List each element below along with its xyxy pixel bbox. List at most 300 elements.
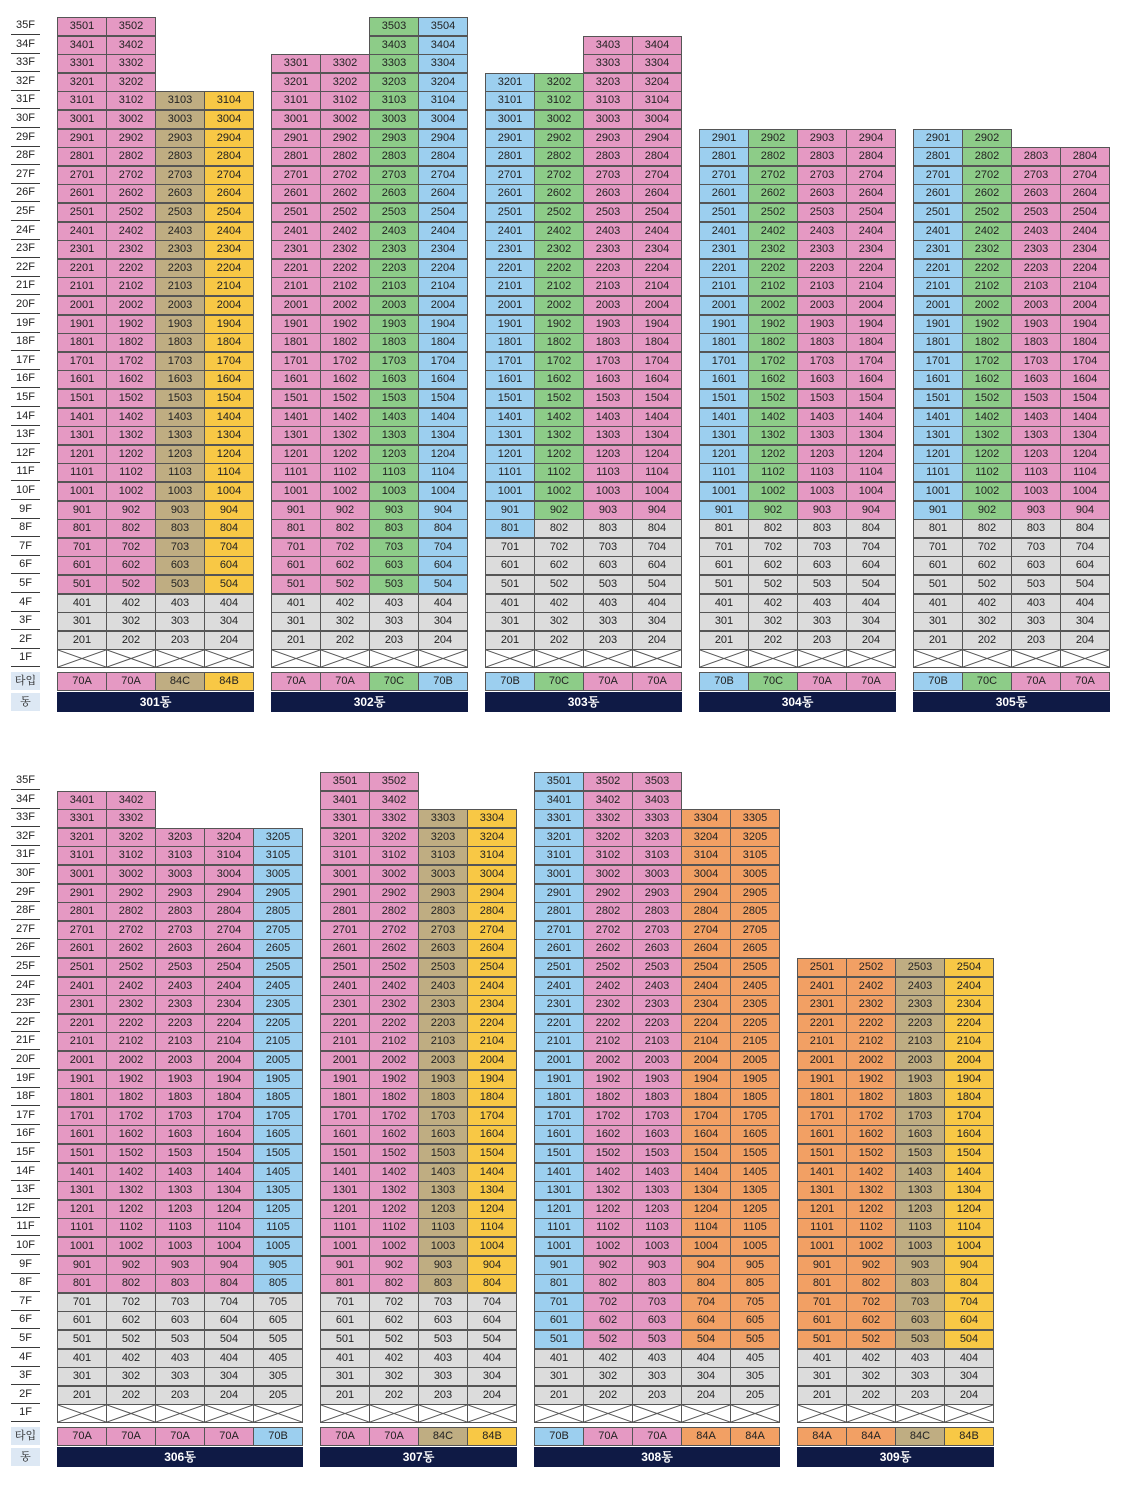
unit-cell: 901 bbox=[699, 501, 749, 520]
unit-cell: 1003 bbox=[369, 482, 419, 501]
dong-row-label: 동 bbox=[11, 693, 40, 711]
unit-cell: 2504 bbox=[467, 958, 517, 977]
unit-cell: 1001 bbox=[271, 482, 321, 501]
unit-cell: 2002 bbox=[369, 1051, 419, 1070]
pilotis-cell bbox=[204, 649, 254, 668]
unit-cell: 203 bbox=[1011, 631, 1061, 650]
unit-cell: 1705 bbox=[730, 1107, 780, 1126]
unit-type-cell: 70A bbox=[632, 1427, 682, 1446]
unit-cell: 1404 bbox=[204, 1163, 254, 1182]
pilotis-cell bbox=[699, 649, 749, 668]
unit-cell: 2301 bbox=[534, 995, 584, 1014]
unit-cell: 904 bbox=[467, 1256, 517, 1275]
unit-cell: 904 bbox=[846, 501, 896, 520]
unit-cell: 903 bbox=[895, 1256, 945, 1275]
unit-cell: 804 bbox=[418, 519, 468, 538]
unit-cell: 2104 bbox=[632, 277, 682, 296]
unit-cell: 2004 bbox=[204, 1051, 254, 1070]
unit-cell: 1104 bbox=[418, 463, 468, 482]
unit-cell: 405 bbox=[730, 1349, 780, 1368]
unit-cell: 2805 bbox=[730, 902, 780, 921]
unit-cell: 903 bbox=[418, 1256, 468, 1275]
unit-cell: 1004 bbox=[846, 482, 896, 501]
unit-cell: 702 bbox=[106, 1293, 156, 1312]
unit-cell: 701 bbox=[797, 1293, 847, 1312]
floor-label: 29F bbox=[11, 884, 40, 902]
unit-cell: 1303 bbox=[583, 426, 633, 445]
unit-cell: 201 bbox=[57, 631, 107, 650]
unit-cell: 3201 bbox=[534, 828, 584, 847]
unit-cell: 1704 bbox=[204, 1107, 254, 1126]
unit-cell: 202 bbox=[962, 631, 1012, 650]
unit-cell: 801 bbox=[797, 1274, 847, 1293]
unit-cell: 403 bbox=[895, 1349, 945, 1368]
unit-cell: 2703 bbox=[155, 921, 205, 940]
unit-cell: 1804 bbox=[846, 333, 896, 352]
unit-cell: 3003 bbox=[369, 110, 419, 129]
unit-cell: 3004 bbox=[418, 110, 468, 129]
unit-cell: 801 bbox=[57, 519, 107, 538]
unit-cell: 3103 bbox=[155, 846, 205, 865]
unit-cell: 1602 bbox=[369, 1125, 419, 1144]
unit-cell: 2303 bbox=[632, 995, 682, 1014]
unit-cell: 1301 bbox=[699, 426, 749, 445]
cross-icon bbox=[896, 1405, 944, 1422]
unit-cell: 1804 bbox=[1060, 333, 1110, 352]
unit-cell: 1403 bbox=[155, 408, 205, 427]
unit-cell: 902 bbox=[962, 501, 1012, 520]
unit-cell: 2902 bbox=[748, 129, 798, 148]
unit-cell: 2403 bbox=[797, 222, 847, 241]
unit-cell: 604 bbox=[418, 556, 468, 575]
unit-cell: 1803 bbox=[583, 333, 633, 352]
pilotis-cell bbox=[57, 649, 107, 668]
unit-cell: 2602 bbox=[583, 939, 633, 958]
unit-cell: 1902 bbox=[106, 315, 156, 334]
unit-cell: 701 bbox=[271, 538, 321, 557]
unit-cell: 3202 bbox=[583, 828, 633, 847]
floor-label: 11F bbox=[11, 463, 40, 481]
unit-cell: 803 bbox=[583, 519, 633, 538]
unit-cell: 3403 bbox=[632, 791, 682, 810]
unit-cell: 1903 bbox=[418, 1070, 468, 1089]
unit-cell: 1504 bbox=[944, 1144, 994, 1163]
unit-cell: 1501 bbox=[271, 389, 321, 408]
unit-cell: 2802 bbox=[748, 147, 798, 166]
floor-label: 27F bbox=[11, 921, 40, 939]
unit-cell: 1304 bbox=[1060, 426, 1110, 445]
unit-cell: 1402 bbox=[583, 1163, 633, 1182]
unit-cell: 1303 bbox=[418, 1181, 468, 1200]
unit-cell: 1603 bbox=[797, 370, 847, 389]
unit-cell: 1802 bbox=[369, 1088, 419, 1107]
unit-cell: 2703 bbox=[797, 166, 847, 185]
unit-cell: 1301 bbox=[797, 1181, 847, 1200]
unit-cell: 1803 bbox=[155, 333, 205, 352]
unit-cell: 301 bbox=[320, 1367, 370, 1386]
unit-cell: 3203 bbox=[155, 828, 205, 847]
unit-cell: 1204 bbox=[1060, 445, 1110, 464]
unit-cell: 1103 bbox=[632, 1218, 682, 1237]
unit-cell: 1801 bbox=[57, 1088, 107, 1107]
unit-cell: 301 bbox=[57, 1367, 107, 1386]
unit-cell: 704 bbox=[632, 538, 682, 557]
unit-cell: 1804 bbox=[681, 1088, 731, 1107]
unit-cell: 2402 bbox=[320, 222, 370, 241]
floor-label: 1F bbox=[11, 649, 40, 667]
unit-cell: 1103 bbox=[155, 463, 205, 482]
unit-cell: 2202 bbox=[583, 1014, 633, 1033]
unit-cell: 301 bbox=[271, 612, 321, 631]
unit-cell: 3004 bbox=[632, 110, 682, 129]
unit-cell: 2404 bbox=[632, 222, 682, 241]
unit-cell: 2302 bbox=[369, 995, 419, 1014]
unit-cell: 1601 bbox=[271, 370, 321, 389]
unit-cell: 1302 bbox=[106, 1181, 156, 1200]
pilotis-cell bbox=[895, 1404, 945, 1423]
unit-cell: 2802 bbox=[320, 147, 370, 166]
unit-cell: 204 bbox=[846, 631, 896, 650]
unit-cell: 1203 bbox=[895, 1200, 945, 1219]
unit-cell: 1401 bbox=[699, 408, 749, 427]
unit-cell: 2201 bbox=[271, 259, 321, 278]
unit-cell: 2802 bbox=[106, 147, 156, 166]
unit-cell: 2404 bbox=[418, 222, 468, 241]
unit-cell: 2104 bbox=[204, 1032, 254, 1051]
cross-icon bbox=[468, 1405, 516, 1422]
unit-cell: 2101 bbox=[699, 277, 749, 296]
unit-cell: 2203 bbox=[418, 1014, 468, 1033]
unit-cell: 404 bbox=[204, 594, 254, 613]
unit-cell: 2503 bbox=[155, 958, 205, 977]
unit-cell: 1604 bbox=[681, 1125, 731, 1144]
unit-cell: 2801 bbox=[57, 147, 107, 166]
unit-cell: 1003 bbox=[797, 482, 847, 501]
unit-cell: 1102 bbox=[583, 1218, 633, 1237]
unit-cell: 901 bbox=[797, 1256, 847, 1275]
building-name-bar: 302동 bbox=[271, 692, 468, 712]
cross-icon bbox=[107, 1405, 155, 1422]
floor-label: 22F bbox=[11, 1014, 40, 1032]
unit-cell: 2402 bbox=[748, 222, 798, 241]
unit-cell: 2202 bbox=[962, 259, 1012, 278]
unit-cell: 1304 bbox=[681, 1181, 731, 1200]
unit-cell: 2102 bbox=[320, 277, 370, 296]
unit-cell: 303 bbox=[797, 612, 847, 631]
pilotis-cell bbox=[583, 649, 633, 668]
unit-cell: 1505 bbox=[253, 1144, 303, 1163]
unit-cell: 2701 bbox=[57, 921, 107, 940]
unit-cell: 1402 bbox=[320, 408, 370, 427]
unit-cell: 2503 bbox=[632, 958, 682, 977]
unit-cell: 2203 bbox=[155, 259, 205, 278]
unit-cell: 303 bbox=[155, 612, 205, 631]
unit-cell: 504 bbox=[632, 575, 682, 594]
unit-cell: 1504 bbox=[204, 389, 254, 408]
unit-cell: 2405 bbox=[730, 977, 780, 996]
pilotis-cell bbox=[913, 649, 963, 668]
unit-cell: 1604 bbox=[846, 370, 896, 389]
unit-cell: 3103 bbox=[632, 846, 682, 865]
unit-cell: 3104 bbox=[632, 91, 682, 110]
unit-cell: 1402 bbox=[846, 1163, 896, 1182]
unit-cell: 201 bbox=[320, 1386, 370, 1405]
unit-cell: 2001 bbox=[797, 1051, 847, 1070]
unit-cell: 1504 bbox=[467, 1144, 517, 1163]
unit-cell: 2604 bbox=[467, 939, 517, 958]
floor-label: 25F bbox=[11, 203, 40, 221]
unit-cell: 3003 bbox=[632, 865, 682, 884]
cross-icon bbox=[798, 650, 846, 667]
unit-cell: 901 bbox=[320, 1256, 370, 1275]
unit-cell: 2704 bbox=[846, 166, 896, 185]
unit-cell: 601 bbox=[797, 1311, 847, 1330]
unit-cell: 2001 bbox=[320, 1051, 370, 1070]
unit-cell: 803 bbox=[895, 1274, 945, 1293]
unit-cell: 2703 bbox=[155, 166, 205, 185]
unit-cell: 2802 bbox=[583, 902, 633, 921]
floor-label: 4F bbox=[11, 594, 40, 612]
unit-cell: 1602 bbox=[583, 1125, 633, 1144]
unit-cell: 1802 bbox=[106, 333, 156, 352]
unit-cell: 2702 bbox=[369, 921, 419, 940]
unit-cell: 1904 bbox=[1060, 315, 1110, 334]
unit-cell: 302 bbox=[534, 612, 584, 631]
unit-cell: 2003 bbox=[1011, 296, 1061, 315]
unit-cell: 2801 bbox=[57, 902, 107, 921]
unit-cell: 3204 bbox=[681, 828, 731, 847]
unit-type-cell: 70C bbox=[534, 672, 584, 691]
unit-cell: 1905 bbox=[730, 1070, 780, 1089]
unit-type-cell: 84A bbox=[797, 1427, 847, 1446]
cross-icon bbox=[914, 650, 962, 667]
unit-cell: 2704 bbox=[632, 166, 682, 185]
unit-cell: 2902 bbox=[106, 129, 156, 148]
unit-cell: 1501 bbox=[57, 1144, 107, 1163]
unit-cell: 1203 bbox=[418, 1200, 468, 1219]
unit-cell: 3402 bbox=[369, 791, 419, 810]
unit-cell: 2602 bbox=[534, 184, 584, 203]
unit-cell: 2803 bbox=[155, 902, 205, 921]
unit-cell: 2303 bbox=[155, 995, 205, 1014]
unit-cell: 703 bbox=[1011, 538, 1061, 557]
unit-cell: 1601 bbox=[57, 1125, 107, 1144]
unit-cell: 2904 bbox=[467, 884, 517, 903]
unit-cell: 2601 bbox=[320, 939, 370, 958]
unit-cell: 2803 bbox=[369, 147, 419, 166]
unit-cell: 2705 bbox=[730, 921, 780, 940]
unit-cell: 2401 bbox=[797, 977, 847, 996]
unit-cell: 1402 bbox=[369, 1163, 419, 1182]
cross-icon bbox=[847, 650, 895, 667]
unit-cell: 204 bbox=[944, 1386, 994, 1405]
unit-cell: 2701 bbox=[57, 166, 107, 185]
unit-cell: 1204 bbox=[846, 445, 896, 464]
unit-cell: 703 bbox=[369, 538, 419, 557]
unit-cell: 2105 bbox=[730, 1032, 780, 1051]
unit-cell: 2501 bbox=[320, 958, 370, 977]
unit-cell: 3101 bbox=[271, 91, 321, 110]
unit-cell: 1203 bbox=[797, 445, 847, 464]
unit-cell: 1302 bbox=[106, 426, 156, 445]
unit-cell: 804 bbox=[681, 1274, 731, 1293]
unit-cell: 2902 bbox=[369, 884, 419, 903]
floor-label: 11F bbox=[11, 1218, 40, 1236]
unit-cell: 2204 bbox=[204, 259, 254, 278]
unit-cell: 2003 bbox=[632, 1051, 682, 1070]
unit-cell: 2102 bbox=[962, 277, 1012, 296]
unit-cell: 2303 bbox=[895, 995, 945, 1014]
unit-cell: 603 bbox=[632, 1311, 682, 1330]
unit-cell: 2302 bbox=[106, 240, 156, 259]
unit-cell: 1701 bbox=[534, 1107, 584, 1126]
unit-cell: 2602 bbox=[748, 184, 798, 203]
unit-cell: 1501 bbox=[485, 389, 535, 408]
unit-cell: 2004 bbox=[944, 1051, 994, 1070]
unit-cell: 1505 bbox=[730, 1144, 780, 1163]
unit-cell: 2001 bbox=[271, 296, 321, 315]
unit-cell: 1002 bbox=[106, 482, 156, 501]
unit-cell: 2203 bbox=[797, 259, 847, 278]
unit-cell: 1804 bbox=[467, 1088, 517, 1107]
unit-cell: 1202 bbox=[846, 1200, 896, 1219]
unit-cell: 903 bbox=[155, 1256, 205, 1275]
unit-cell: 3302 bbox=[320, 54, 370, 73]
unit-cell: 1004 bbox=[681, 1237, 731, 1256]
unit-cell: 2901 bbox=[699, 129, 749, 148]
unit-cell: 1802 bbox=[748, 333, 798, 352]
unit-cell: 304 bbox=[1060, 612, 1110, 631]
unit-cell: 1004 bbox=[418, 482, 468, 501]
unit-cell: 902 bbox=[369, 1256, 419, 1275]
cross-icon bbox=[633, 1405, 681, 1422]
unit-cell: 703 bbox=[155, 1293, 205, 1312]
unit-cell: 1601 bbox=[320, 1125, 370, 1144]
unit-cell: 603 bbox=[1011, 556, 1061, 575]
unit-cell: 501 bbox=[699, 575, 749, 594]
unit-cell: 2005 bbox=[253, 1051, 303, 1070]
unit-cell: 1501 bbox=[913, 389, 963, 408]
unit-cell: 502 bbox=[962, 575, 1012, 594]
unit-cell: 703 bbox=[583, 538, 633, 557]
cross-icon bbox=[945, 1405, 993, 1422]
unit-cell: 2403 bbox=[632, 977, 682, 996]
unit-cell: 804 bbox=[1060, 519, 1110, 538]
unit-cell: 3302 bbox=[106, 809, 156, 828]
unit-cell: 604 bbox=[1060, 556, 1110, 575]
unit-type-cell: 70A bbox=[846, 672, 896, 691]
unit-cell: 3104 bbox=[467, 846, 517, 865]
unit-cell: 402 bbox=[369, 1349, 419, 1368]
unit-cell: 2801 bbox=[699, 147, 749, 166]
unit-cell: 502 bbox=[534, 575, 584, 594]
unit-cell: 404 bbox=[944, 1349, 994, 1368]
unit-cell: 2102 bbox=[846, 1032, 896, 1051]
cross-icon bbox=[1012, 650, 1060, 667]
unit-cell: 1401 bbox=[271, 408, 321, 427]
unit-cell: 1405 bbox=[253, 1163, 303, 1182]
unit-cell: 1003 bbox=[632, 1237, 682, 1256]
unit-cell: 3501 bbox=[57, 17, 107, 36]
floor-label: 13F bbox=[11, 426, 40, 444]
unit-cell: 2402 bbox=[534, 222, 584, 241]
unit-cell: 2303 bbox=[1011, 240, 1061, 259]
unit-cell: 203 bbox=[632, 1386, 682, 1405]
unit-cell: 404 bbox=[418, 594, 468, 613]
unit-cell: 1901 bbox=[57, 1070, 107, 1089]
dong-row-label: 동 bbox=[11, 1448, 40, 1466]
unit-cell: 1201 bbox=[699, 445, 749, 464]
floor-label: 26F bbox=[11, 939, 40, 957]
unit-cell: 2902 bbox=[583, 884, 633, 903]
unit-cell: 3502 bbox=[583, 772, 633, 791]
unit-cell: 501 bbox=[797, 1330, 847, 1349]
unit-cell: 603 bbox=[895, 1311, 945, 1330]
unit-cell: 2804 bbox=[1060, 147, 1110, 166]
floor-label: 30F bbox=[11, 110, 40, 128]
floor-label: 17F bbox=[11, 1107, 40, 1125]
pilotis-cell bbox=[253, 1404, 303, 1423]
unit-cell: 2904 bbox=[204, 129, 254, 148]
unit-cell: 2204 bbox=[632, 259, 682, 278]
unit-type-cell: 70B bbox=[913, 672, 963, 691]
unit-cell: 2303 bbox=[583, 240, 633, 259]
unit-cell: 1002 bbox=[369, 1237, 419, 1256]
unit-cell: 2502 bbox=[846, 958, 896, 977]
unit-cell: 1703 bbox=[583, 352, 633, 371]
unit-cell: 1905 bbox=[253, 1070, 303, 1089]
unit-cell: 801 bbox=[913, 519, 963, 538]
unit-cell: 2505 bbox=[730, 958, 780, 977]
unit-cell: 605 bbox=[730, 1311, 780, 1330]
unit-cell: 805 bbox=[730, 1274, 780, 1293]
unit-cell: 1502 bbox=[534, 389, 584, 408]
unit-cell: 1802 bbox=[962, 333, 1012, 352]
unit-cell: 2203 bbox=[155, 1014, 205, 1033]
unit-cell: 1702 bbox=[106, 1107, 156, 1126]
unit-cell: 2202 bbox=[369, 1014, 419, 1033]
unit-cell: 1603 bbox=[155, 1125, 205, 1144]
unit-cell: 3002 bbox=[583, 865, 633, 884]
unit-cell: 503 bbox=[369, 575, 419, 594]
unit-cell: 2203 bbox=[632, 1014, 682, 1033]
unit-cell: 3102 bbox=[106, 91, 156, 110]
unit-cell: 1904 bbox=[204, 1070, 254, 1089]
unit-cell: 1805 bbox=[253, 1088, 303, 1107]
pilotis-cell bbox=[944, 1404, 994, 1423]
unit-cell: 2201 bbox=[57, 1014, 107, 1033]
unit-type-cell: 70A bbox=[1011, 672, 1061, 691]
unit-cell: 1503 bbox=[369, 389, 419, 408]
unit-cell: 2104 bbox=[418, 277, 468, 296]
cross-icon bbox=[321, 1405, 369, 1422]
unit-cell: 1002 bbox=[846, 1237, 896, 1256]
unit-cell: 2202 bbox=[106, 259, 156, 278]
unit-cell: 1701 bbox=[57, 1107, 107, 1126]
unit-cell: 302 bbox=[369, 1367, 419, 1386]
unit-cell: 1101 bbox=[271, 463, 321, 482]
pilotis-cell bbox=[57, 1404, 107, 1423]
unit-cell: 1303 bbox=[895, 1181, 945, 1200]
unit-cell: 1604 bbox=[418, 370, 468, 389]
unit-cell: 203 bbox=[895, 1386, 945, 1405]
unit-cell: 701 bbox=[913, 538, 963, 557]
unit-cell: 401 bbox=[320, 1349, 370, 1368]
unit-cell: 602 bbox=[748, 556, 798, 575]
unit-cell: 1802 bbox=[106, 1088, 156, 1107]
unit-cell: 204 bbox=[632, 631, 682, 650]
floor-label: 23F bbox=[11, 240, 40, 258]
